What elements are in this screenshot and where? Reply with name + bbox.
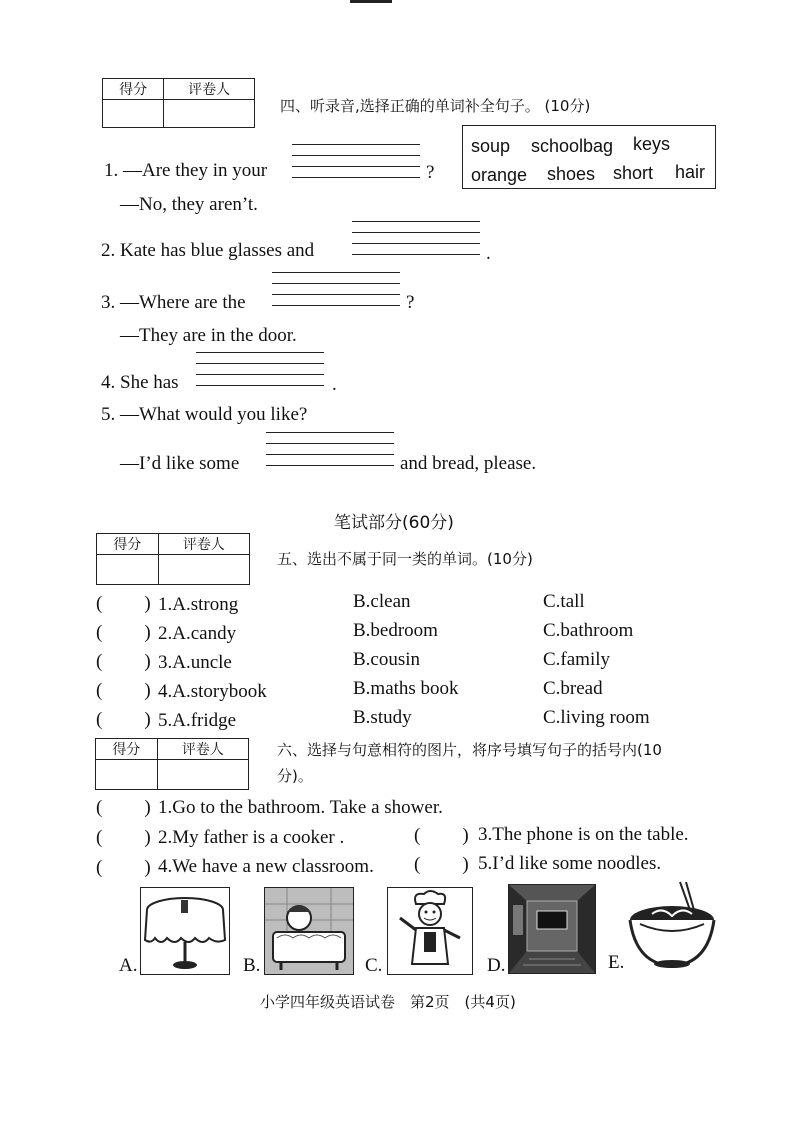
s5-answer-paren[interactable]: ( ) bbox=[96, 709, 151, 730]
grader-label: 评卷人 bbox=[164, 79, 255, 100]
score-label: 得分 bbox=[97, 534, 159, 555]
grader-cell[interactable] bbox=[158, 555, 249, 585]
q3-reply: —They are in the door. bbox=[120, 325, 297, 346]
q4-answer-lines[interactable] bbox=[196, 352, 324, 396]
s5-option-b: B.clean bbox=[353, 591, 411, 612]
page-footer: 小学四年级英语试卷 第2页 (共4页) bbox=[260, 993, 516, 1011]
s6-paren-2[interactable]: ( ) bbox=[96, 827, 151, 848]
score-cell[interactable] bbox=[96, 760, 158, 790]
q5-text: 5. —What would you like? bbox=[101, 404, 308, 425]
score-table-4 bbox=[102, 78, 255, 128]
s5-option-a: 2.A.candy bbox=[158, 623, 237, 644]
s6-paren-4[interactable]: ( ) bbox=[96, 857, 151, 878]
s5-answer-paren[interactable]: ( ) bbox=[96, 651, 151, 672]
s5-answer-paren[interactable]: ( ) bbox=[96, 622, 151, 643]
word-bank bbox=[462, 125, 716, 189]
pic-label-e: E. bbox=[608, 952, 625, 973]
grader-label: 评卷人 bbox=[157, 739, 248, 760]
s5-option-a: 3.A.uncle bbox=[158, 652, 232, 673]
s5-answer-paren[interactable]: ( ) bbox=[96, 593, 151, 614]
score-label: 得分 bbox=[96, 739, 158, 760]
top-mark bbox=[350, 0, 392, 3]
noodles-bowl-icon bbox=[628, 880, 716, 972]
word-orange: orange bbox=[471, 165, 528, 185]
q3-answer-lines[interactable] bbox=[272, 272, 400, 316]
section6-title-line1: 六、选择与句意相符的图片，将序号填写句子的括号内(10 bbox=[277, 741, 662, 759]
score-table-5 bbox=[96, 533, 250, 585]
q2-text: 2. Kate has blue glasses and bbox=[101, 240, 315, 261]
s5-option-a: 4.A.storybook bbox=[158, 681, 267, 702]
grader-label: 评卷人 bbox=[158, 534, 249, 555]
word-keys: keys bbox=[633, 134, 671, 154]
score-cell[interactable] bbox=[103, 100, 164, 128]
score-label: 得分 bbox=[103, 79, 164, 100]
q2-answer-lines[interactable] bbox=[352, 221, 480, 265]
q4-end: . bbox=[332, 374, 337, 395]
s6-sentence-2: 2.My father is a cooker . bbox=[158, 827, 345, 848]
table-phone-icon bbox=[141, 888, 229, 974]
q3-text: 3. —Where are the bbox=[101, 292, 246, 313]
s5-option-b: B.study bbox=[353, 707, 412, 728]
s5-option-c: C.family bbox=[543, 649, 611, 670]
q4-text: 4. She has bbox=[101, 372, 179, 393]
pic-label-a: A. bbox=[119, 955, 138, 976]
s5-answer-paren[interactable]: ( ) bbox=[96, 680, 151, 701]
s6-sentence-5: 5.I’d like some noodles. bbox=[478, 853, 662, 874]
written-part-title: 笔试部分(60分) bbox=[334, 513, 454, 533]
pic-label-c: C. bbox=[365, 955, 383, 976]
score-table-6 bbox=[95, 738, 249, 790]
q5-end: and bread, please. bbox=[400, 453, 537, 474]
s6-paren-5[interactable]: ( ) bbox=[414, 854, 469, 875]
word-shoes: shoes bbox=[547, 164, 596, 184]
q5-reply: —I’d like some bbox=[120, 453, 240, 474]
q2-end: . bbox=[486, 243, 491, 264]
classroom-icon bbox=[509, 885, 595, 973]
s6-sentence-3: 3.The phone is on the table. bbox=[478, 824, 689, 845]
word-soup: soup bbox=[471, 136, 511, 156]
s5-option-b: B.cousin bbox=[353, 649, 421, 670]
section6-title-line2: 分)。 bbox=[277, 767, 313, 785]
score-cell[interactable] bbox=[97, 555, 159, 585]
bathtub-icon bbox=[265, 888, 353, 974]
picture-b-bathtub[interactable] bbox=[264, 887, 354, 975]
s5-option-a: 5.A.fridge bbox=[158, 710, 237, 731]
grader-cell[interactable] bbox=[164, 100, 255, 128]
q1-reply: —No, they aren’t. bbox=[120, 194, 258, 215]
picture-d-classroom[interactable] bbox=[508, 884, 596, 974]
s5-option-c: C.bathroom bbox=[543, 620, 634, 641]
grader-cell[interactable] bbox=[157, 760, 248, 790]
s6-paren-1[interactable]: ( ) bbox=[96, 797, 151, 818]
s6-sentence-4: 4.We have a new classroom. bbox=[158, 856, 374, 877]
picture-a-table-phone[interactable] bbox=[140, 887, 230, 975]
pic-label-d: D. bbox=[487, 955, 506, 976]
s5-option-a: 1.A.strong bbox=[158, 594, 239, 615]
s5-option-b: B.bedroom bbox=[353, 620, 438, 641]
s6-sentence-1: 1.Go to the bathroom. Take a shower. bbox=[158, 797, 443, 818]
word-hair: hair bbox=[675, 162, 706, 182]
pic-label-b: B. bbox=[243, 955, 261, 976]
q5-answer-lines[interactable] bbox=[266, 432, 394, 476]
s6-paren-3[interactable]: ( ) bbox=[414, 825, 469, 846]
word-schoolbag: schoolbag bbox=[531, 136, 614, 156]
q1-text: 1. —Are they in your bbox=[104, 160, 268, 181]
picture-c-chef[interactable] bbox=[387, 887, 473, 975]
picture-e-noodles[interactable] bbox=[628, 880, 716, 972]
s5-option-c: C.living room bbox=[543, 707, 650, 728]
q1-end: ? bbox=[426, 162, 435, 183]
word-short: short bbox=[613, 163, 654, 183]
section4-title: 四、听录音,选择正确的单词补全句子。 (10分) bbox=[280, 97, 591, 115]
q1-answer-lines[interactable] bbox=[292, 144, 420, 188]
section5-title: 五、选出不属于同一类的单词。(10分) bbox=[277, 550, 533, 568]
q3-end: ? bbox=[406, 292, 415, 313]
chef-icon bbox=[388, 888, 472, 974]
s5-option-c: C.tall bbox=[543, 591, 585, 612]
s5-option-b: B.maths book bbox=[353, 678, 459, 699]
s5-option-c: C.bread bbox=[543, 678, 603, 699]
